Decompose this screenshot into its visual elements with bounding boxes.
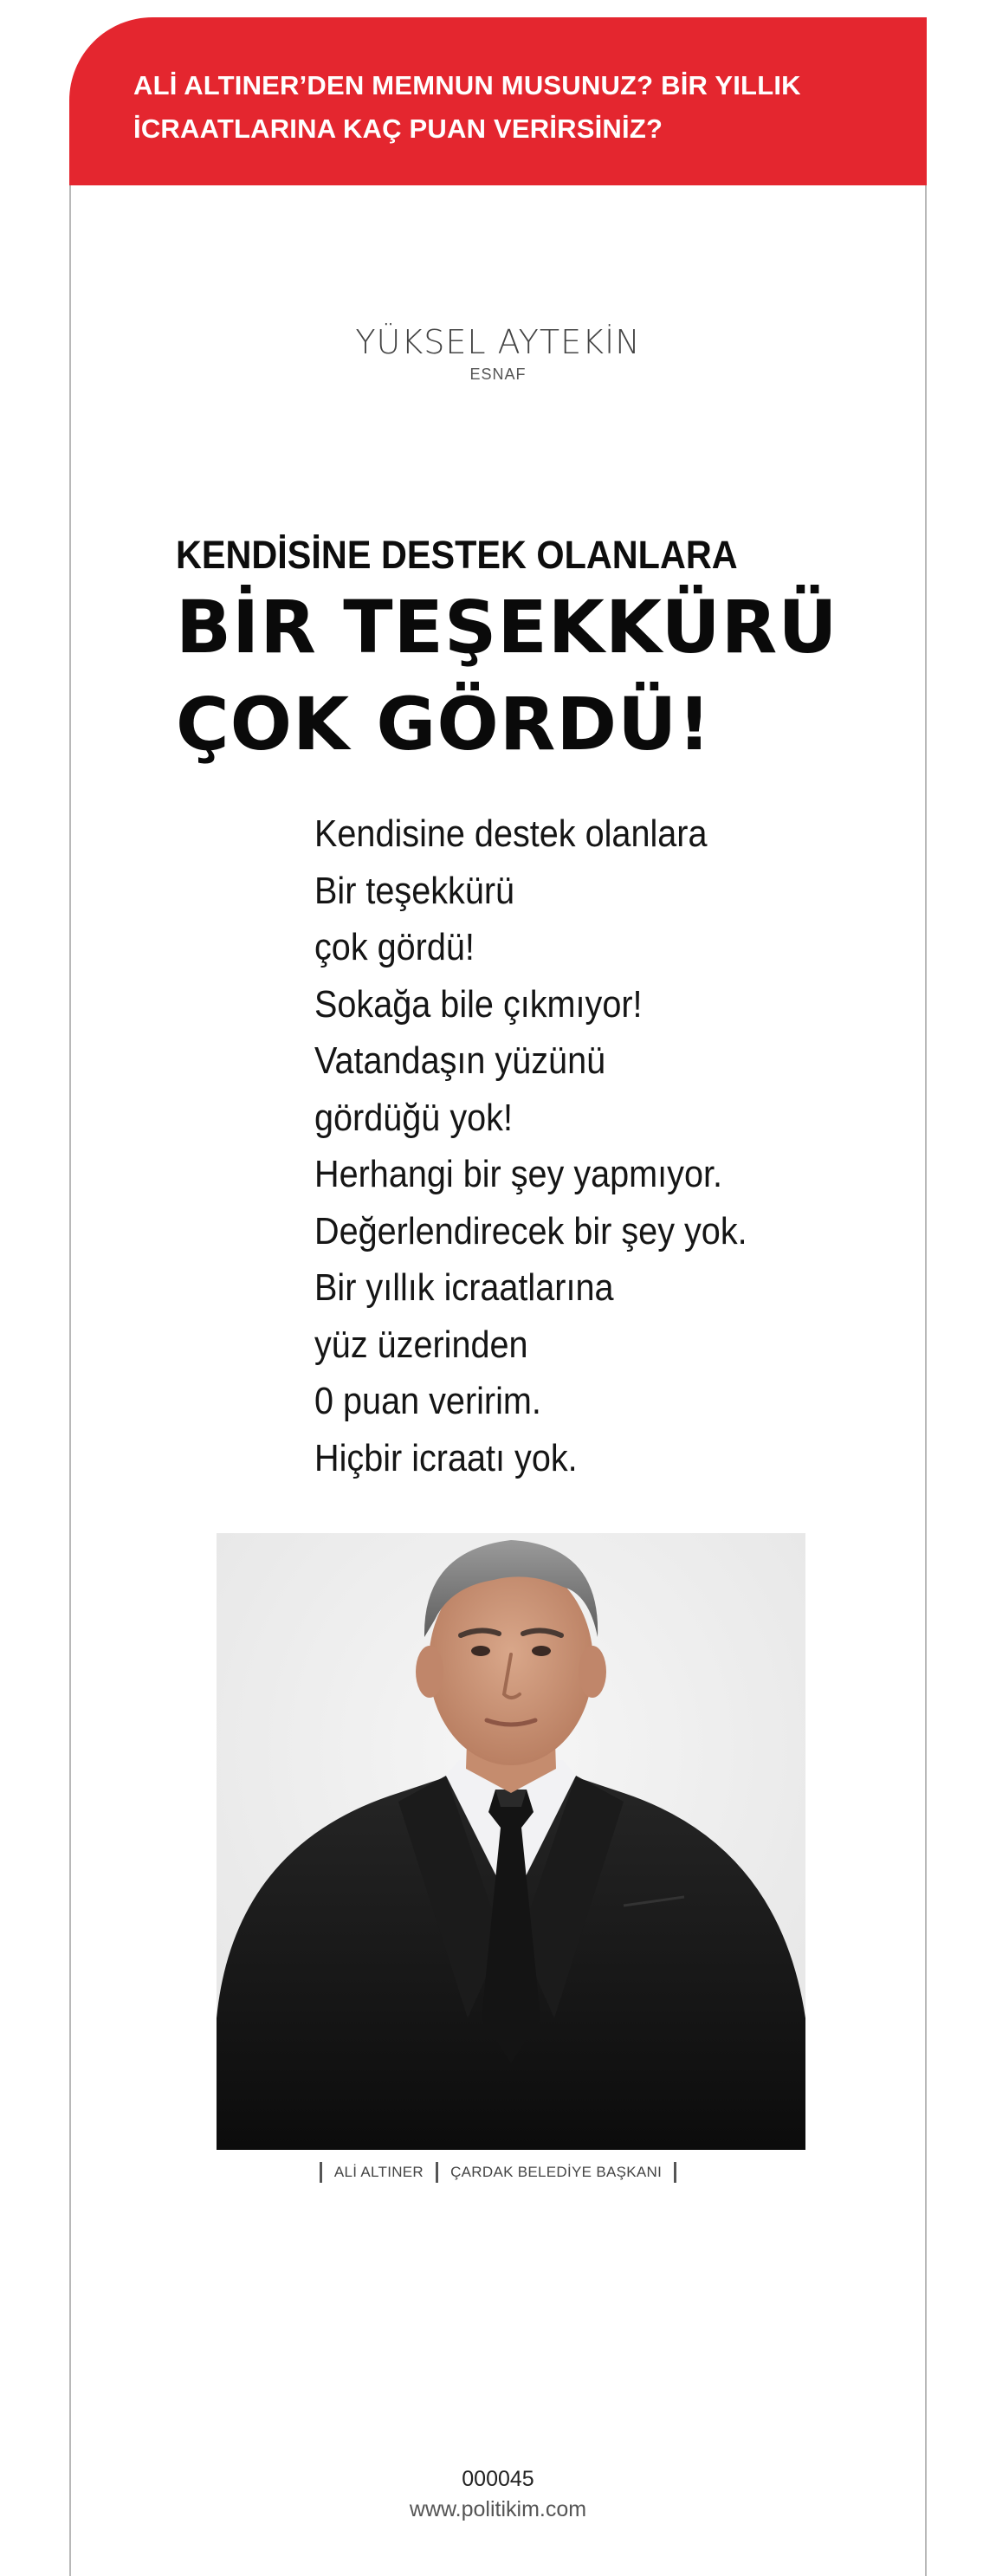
author-role: ESNAF <box>469 366 527 383</box>
headline-kicker: KENDİSİNE DESTEK OLANLARA <box>176 533 738 577</box>
caption-separator <box>436 2162 438 2183</box>
headline-line-1: BİR TEŞEKKÜRÜ <box>176 585 838 670</box>
caption-title: ÇARDAK BELEDİYE BAŞKANI <box>450 2164 663 2180</box>
caption-name: ALİ ALTINER <box>333 2164 424 2180</box>
quote-line: 0 puan veririm. <box>314 1380 541 1422</box>
quote-line: Herhangi bir şey yapmıyor. <box>314 1153 723 1195</box>
headline <box>176 532 903 773</box>
portrait-illustration <box>217 1533 805 2150</box>
caption-separator <box>320 2162 322 2183</box>
quote-body <box>314 806 851 1486</box>
quote-line: çok gördü! <box>314 926 475 968</box>
quote-line: Değerlendirecek bir şey yok. <box>314 1209 747 1252</box>
headline-line-2: ÇOK GÖRDÜ! <box>176 682 712 767</box>
author-name: YÜKSEL AYTEKİN <box>355 323 641 361</box>
author-block <box>69 322 927 384</box>
caption-separator <box>674 2162 676 2183</box>
portrait-photo <box>217 1533 805 2150</box>
page-code: 000045 <box>462 2467 534 2491</box>
quote-line: Hiçbir icraatı yok. <box>314 1436 578 1479</box>
quote-line: Vatandaşın yüzünü <box>314 1039 606 1082</box>
banner-title: ALİ ALTINER’DEN MEMNUN MUSUNUZ? BİR YILLIK İCRAATLARINA KAÇ PUAN VERİRSİNİZ? <box>133 70 801 144</box>
site-url[interactable]: www.politikim.com <box>409 2497 587 2521</box>
quote-line: gördüğü yok! <box>314 1096 513 1139</box>
photo-caption <box>69 2162 927 2183</box>
quote-line: Bir yıllık icraatlarına <box>314 1266 614 1309</box>
quote-line: yüz üzerinden <box>314 1323 528 1366</box>
quote-line: Bir teşekkürü <box>314 869 515 912</box>
quote-line: Kendisine destek olanlara <box>314 812 708 855</box>
quote-line: Sokağa bile çıkmıyor! <box>314 982 643 1026</box>
header-banner <box>69 17 927 185</box>
page-footer <box>69 2464 927 2525</box>
